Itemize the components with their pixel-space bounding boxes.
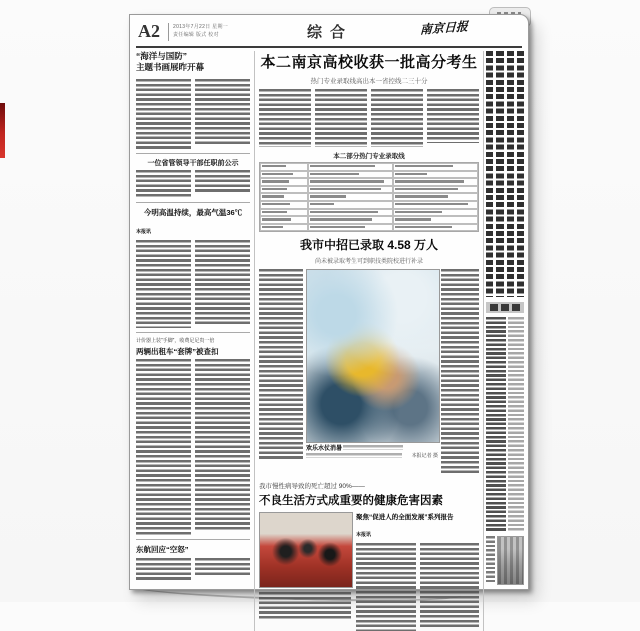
text-block [136, 359, 191, 535]
third-headline: 不良生活方式成重要的健康危害因素 [259, 495, 443, 508]
vertical-text-strip [496, 51, 503, 297]
photo-caption [306, 445, 438, 461]
listing-column [486, 317, 506, 531]
article3-title: 今明高温持续，最高气温36℃ [143, 208, 243, 217]
article5-body [136, 558, 250, 580]
divider [136, 153, 250, 154]
header-divider [168, 23, 169, 41]
lead-headline: 本二南京高校收获一批高分考生 [260, 54, 478, 71]
second-body-row [259, 269, 479, 475]
second-headline: 我市中招已录取 4.58 万人 [299, 238, 439, 253]
left-edge-red-element [0, 103, 5, 158]
lead-body [259, 89, 479, 147]
water-play-photo [306, 269, 440, 443]
table-title: 本二部分热门专业录取线 [333, 153, 405, 160]
main-column [254, 51, 484, 631]
date-line: 2013年7月22日 星期一 [173, 24, 229, 30]
text-block [356, 543, 416, 631]
left-column [136, 51, 250, 580]
newspaper-page [129, 14, 529, 590]
article1-title-line1: “海洋与国防” [136, 51, 188, 61]
lead-subhead: 热门专业录取线高出本一省控线二三十分 [310, 78, 428, 85]
third-body [356, 543, 479, 631]
text-block [427, 89, 479, 143]
article5-title: 东航回应“空怒” [136, 545, 189, 554]
rail-header-glyph [501, 304, 509, 311]
dateline: 本报讯 [136, 229, 152, 235]
divider [136, 202, 250, 203]
text-block [136, 558, 191, 580]
article4-body [136, 359, 250, 535]
vertical-text-strip [507, 51, 514, 297]
text-block [195, 359, 250, 531]
right-rail [486, 51, 524, 585]
photo-area [306, 269, 438, 475]
text-block [486, 536, 495, 582]
meeting-photo-area [259, 512, 351, 631]
article3-body [136, 240, 250, 328]
rail-header-glyph [490, 304, 498, 311]
text-block [136, 170, 191, 198]
article2-title: 一位省管领导干部任职前公示 [147, 160, 239, 167]
text-block [195, 558, 250, 576]
divider [136, 332, 250, 333]
rail-bottom [486, 536, 524, 585]
date-editor-lines [173, 23, 228, 39]
photo-credit: 本报记者 摄 [411, 453, 438, 460]
article4-title: 两辆出租车“套牌”被查扣 [136, 347, 219, 356]
text-block [315, 89, 367, 147]
buildings-photo [497, 536, 525, 585]
dateline: 本报讯 [356, 532, 372, 539]
editor-line: 责任编辑 版式 校对 [173, 32, 219, 38]
vertical-text-strip [486, 51, 493, 297]
text-block [195, 240, 250, 324]
admission-table [259, 162, 479, 232]
divider [136, 539, 250, 540]
third-right [356, 512, 479, 631]
article1-title-line2: 主题书画展昨开幕 [136, 62, 205, 72]
text-block [136, 240, 191, 328]
rail-header-glyph [512, 304, 520, 311]
third-kicker: 我市慢性病导致的死亡超过 90%—— [259, 483, 365, 491]
page-number-badge: A2 [138, 21, 160, 41]
text-block [136, 79, 191, 149]
article2-body [136, 170, 250, 198]
text-block [420, 543, 480, 627]
rail-listings [486, 317, 524, 531]
article1-body [136, 79, 250, 149]
caption-blur [306, 453, 402, 458]
header-rule [136, 46, 522, 48]
third-body-row [259, 512, 479, 631]
text-block [259, 269, 303, 459]
article4-kicker: 计价器上装“手脚”，收费足足贵一倍 [136, 338, 215, 344]
text-block [195, 79, 250, 145]
listing-column [508, 317, 524, 531]
text-block [195, 170, 250, 194]
text-block [441, 269, 479, 475]
vertical-text-columns [486, 51, 524, 297]
meeting-photo [259, 512, 353, 588]
newspaper-logo: 南京日报 [419, 19, 469, 37]
vertical-text-strip [517, 51, 524, 297]
rail-section-header [486, 302, 524, 313]
text-block [371, 89, 423, 147]
section-title: 综合 [306, 24, 353, 41]
text-block [259, 89, 311, 147]
caption-blur [343, 445, 403, 450]
second-subhead: 尚未被录取考生可到职技类院校进行补录 [314, 259, 423, 266]
photo-caption-lead: 欢乐水仗消暑 [306, 446, 343, 453]
third-subitem: 聚焦“促进人的全面发展”系列报告 [356, 514, 454, 522]
text-block [259, 592, 351, 620]
